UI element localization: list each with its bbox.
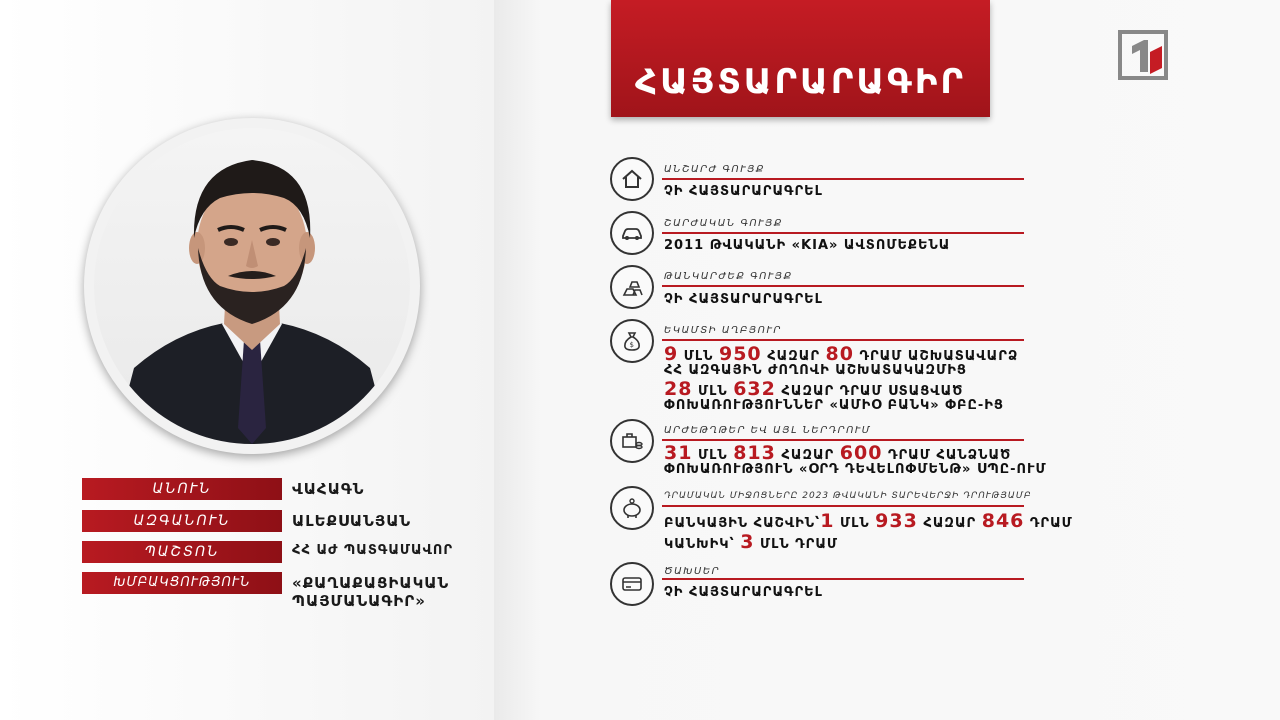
income-line-2: ՀՀ ԱԶԳԱՅԻՆ ԺՈՂՈՎԻ ԱՇԽԱՏԱԿԱԶՄԻՑ <box>664 363 967 378</box>
gold-bars-icon <box>610 265 654 309</box>
movable-value: 2011 ԹՎԱԿԱՆԻ «KIA» ԱՎՏՈՄԵՔԵՆԱ <box>664 238 951 253</box>
expenses-value: ՉԻ ՀԱՅՏԱՐԱՐԱԳՐԵԼ <box>664 585 823 600</box>
divider <box>662 505 1024 507</box>
house-icon <box>610 157 654 201</box>
real-estate-label: ԱՆՇԱՐԺ ԳՈՒՅՔ <box>664 164 765 175</box>
divider <box>662 578 1024 580</box>
title-banner <box>611 0 990 117</box>
divider <box>662 339 1024 341</box>
divider <box>662 439 1024 441</box>
credit-card-icon <box>610 562 654 606</box>
car-icon <box>610 211 654 255</box>
portrait-photo <box>94 128 410 444</box>
securities-line-2: ՓՈԽԱՌՈՒԹՅՈՒՆ «ՕՐԴ ԴԵՎԵԼՈՓՄԵՆԹ» ՍՊԸ-ՈՒՄ <box>664 462 1047 477</box>
faction-label: ԽՄԲԱԿՑՈՒԹՅՈՒՆ <box>82 572 282 594</box>
income-line-4: ՓՈԽԱՌՈՒԹՅՈՒՆՆԵՐ «ԱՄԻՕ ԲԱՆԿ» ՓԲԸ-ԻՑ <box>664 398 1005 413</box>
channel-logo-icon <box>1118 30 1168 80</box>
position-value: ՀՀ ԱԺ ՊԱՏԳԱՄԱՎՈՐ <box>292 543 454 558</box>
cash-line-2: ԿԱՆԽԻԿ՝ 3 ՄԼՆ ԴՐԱՄ <box>664 531 839 553</box>
name-value: ՎԱՀԱԳՆ <box>292 480 365 498</box>
cash-line-1: ԲԱՆԿԱՅԻՆ ՀԱՇՎԻՆ՝1 ՄԼՆ 933 ՀԱԶԱՐ 846 ԴՐԱՄ <box>664 510 1073 532</box>
real-estate-value: ՉԻ ՀԱՅՏԱՐԱՐԱԳՐԵԼ <box>664 184 823 199</box>
surname-label: ԱԶԳԱՆՈՒՆ <box>82 510 282 532</box>
briefcase-coins-icon <box>610 419 654 463</box>
svg-text:$: $ <box>629 341 634 349</box>
income-label: ԵԿԱՄՏԻ ԱՂԲՅՈՒՐ <box>664 325 782 336</box>
divider <box>662 285 1024 287</box>
page-title: ՀԱՅՏԱՐԱՐԱԳԻՐ <box>634 62 967 102</box>
valuables-label: ԹԱՆԿԱՐԺԵՔ ԳՈՒՅՔ <box>664 271 793 282</box>
money-bag-icon <box>610 319 654 363</box>
surname-value: ԱԼԵՔՍԱՆՅԱՆ <box>292 512 412 530</box>
faction-value-line2: ՊԱՅՄԱՆԱԳԻՐ» <box>292 592 426 610</box>
valuables-value: ՉԻ ՀԱՅՏԱՐԱՐԱԳՐԵԼ <box>664 292 823 307</box>
faction-value-line1: «ՔԱՂԱՔԱՑԻԱԿԱՆ <box>292 574 450 592</box>
expenses-label: ԾԱԽՍԵՐ <box>664 566 721 577</box>
movable-label: ՇԱՐԺԱԿԱՆ ԳՈՒՅՔ <box>664 218 783 229</box>
cash-label: ԴՐԱՄԱԿԱՆ ՄԻՋՈՑՆԵՐԸ 2023 ԹՎԱԿԱՆԻ ՏԱՐԵՎԵՐՋԻ ԴՐՈՒԹՅԱՄԲ <box>664 491 1032 501</box>
name-label: ԱՆՈՒՆ <box>82 478 282 500</box>
divider <box>662 178 1024 180</box>
piggy-bank-icon <box>610 486 654 530</box>
income-line-1: 9 ՄԼՆ 950 ՀԱԶԱՐ 80 ԴՐԱՄ ԱՇԽԱՏԱՎԱՐՁ <box>664 343 1019 365</box>
securities-label: ԱՐԺԵԹՂԹԵՐ ԵՎ ԱՅԼ ՆԵՐԴՐՈՒՄ <box>664 425 872 436</box>
divider <box>662 232 1024 234</box>
position-label: ՊԱՇՏՈՆ <box>82 541 282 563</box>
securities-line-1: 31 ՄԼՆ 813 ՀԱԶԱՐ 600 ԴՐԱՄ ՀԱՆՁՆԱԾ <box>664 442 1012 464</box>
income-line-3: 28 ՄԼՆ 632 ՀԱԶԱՐ ԴՐԱՄ ՍՏԱՑՎԱԾ <box>664 378 964 400</box>
